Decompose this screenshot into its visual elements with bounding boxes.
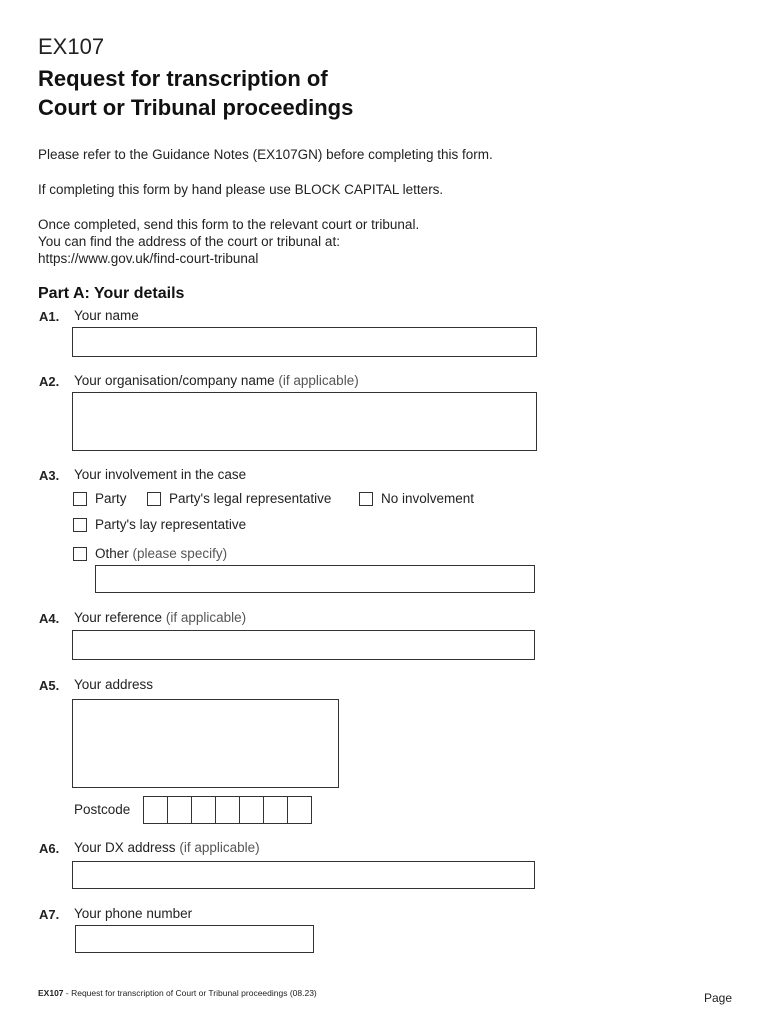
- a4-label-wrap: [74, 610, 246, 625]
- a6-number: A6.: [39, 841, 60, 856]
- a6-hint: (if applicable): [179, 840, 260, 855]
- a4-hint: (if applicable): [165, 610, 247, 625]
- postcode-cell: [192, 797, 216, 823]
- address-field[interactable]: [72, 699, 339, 788]
- legal-rep-checkbox[interactable]: [147, 492, 161, 506]
- a7-number: A7.: [39, 907, 60, 922]
- postcode-cell: [216, 797, 240, 823]
- other-label: Other: [95, 546, 129, 561]
- page-title: [38, 64, 353, 122]
- postcode-cell: [168, 797, 192, 823]
- a5-label: Your address: [74, 677, 154, 692]
- organisation-field[interactable]: [72, 392, 537, 451]
- send-line-1: Once completed, send this form to the relevant court or tribunal.: [38, 217, 420, 232]
- page-label: Page: [704, 991, 733, 1005]
- a2-number: A2.: [39, 374, 60, 389]
- postcode-cell: [144, 797, 168, 823]
- form-code: EX107: [38, 34, 105, 59]
- phone-field[interactable]: [75, 925, 314, 953]
- other-checkbox[interactable]: [73, 547, 87, 561]
- send-line-2: You can find the address of the court or tribunal at:: [38, 234, 340, 249]
- other-label-wrap: [95, 546, 227, 561]
- title-line-1: Request for transcription of: [38, 66, 328, 91]
- send-instructions: [38, 216, 419, 267]
- a4-number: A4.: [39, 611, 60, 626]
- other-hint: (please specify): [132, 546, 228, 561]
- postcode-field[interactable]: [143, 796, 312, 824]
- a3-label: Your involvement in the case: [74, 467, 247, 482]
- a6-label-wrap: [74, 840, 260, 855]
- footer-code: EX107: [38, 988, 64, 998]
- name-field[interactable]: [72, 327, 537, 357]
- no-involvement-label: No involvement: [381, 491, 475, 506]
- a2-label: Your organisation/company name: [74, 373, 275, 388]
- postcode-label: Postcode: [74, 802, 131, 817]
- reference-field[interactable]: [72, 630, 535, 660]
- block-capitals-text: If completing this form by hand please use BLOCK CAPITAL letters.: [38, 182, 444, 197]
- dx-address-field[interactable]: [72, 861, 535, 889]
- part-a-heading: Part A: Your details: [38, 285, 185, 302]
- a7-label: Your phone number: [74, 906, 193, 921]
- send-line-3: https://www.gov.uk/find-court-tribunal: [38, 251, 259, 266]
- a1-number: A1.: [39, 309, 60, 324]
- a4-label: Your reference: [74, 610, 163, 625]
- a2-hint: (if applicable): [278, 373, 359, 388]
- title-line-2: Court or Tribunal proceedings: [38, 95, 354, 120]
- a1-label: Your name: [74, 308, 139, 323]
- no-involvement-checkbox[interactable]: [359, 492, 373, 506]
- a2-label-wrap: [74, 373, 359, 388]
- party-checkbox[interactable]: [73, 492, 87, 506]
- a5-number: A5.: [39, 678, 60, 693]
- postcode-cell: [264, 797, 288, 823]
- lay-rep-checkbox[interactable]: [73, 518, 87, 532]
- party-label: Party: [95, 491, 127, 506]
- postcode-cell: [240, 797, 264, 823]
- legal-rep-label: Party's legal representative: [169, 491, 332, 506]
- guidance-text: Please refer to the Guidance Notes (EX107GN) before completing this form.: [38, 147, 493, 162]
- footer-description: - Request for transcription of Court or Tribunal proceedings (08.23): [63, 988, 317, 998]
- lay-rep-label: Party's lay representative: [95, 517, 247, 532]
- other-specify-field[interactable]: [95, 565, 535, 593]
- a3-number: A3.: [39, 468, 60, 483]
- footer-text: [38, 988, 317, 998]
- a6-label: Your DX address: [74, 840, 176, 855]
